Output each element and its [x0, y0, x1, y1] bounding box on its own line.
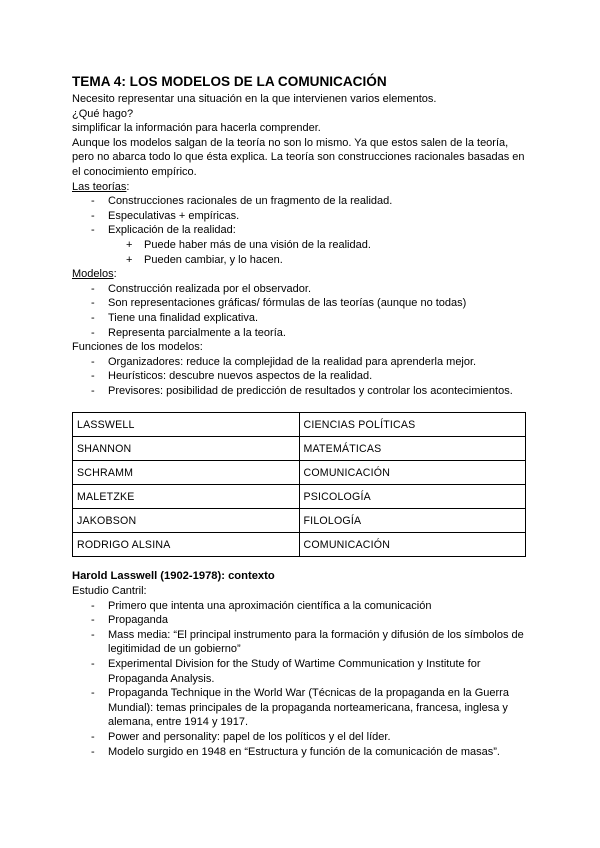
- modelos-heading-text: Modelos: [72, 268, 114, 281]
- teorias-sublist: [72, 238, 530, 267]
- table-row: [73, 485, 526, 509]
- table-row: [73, 509, 526, 533]
- intro-line: ¿Qué hago?: [72, 107, 134, 120]
- table-row: [73, 461, 526, 485]
- list-item: - Propaganda: [72, 613, 530, 628]
- table-cell-author: SHANNON: [73, 437, 300, 461]
- list-item: - Mass media: “El principal instrumento para la formación y difusión de los símbolos de legitimidad de un gobierno”: [72, 628, 530, 657]
- sub-list-item: + Pueden cambiar, y lo hacen.: [72, 253, 530, 268]
- list-item: - Construcciones racionales de un fragmento de la realidad.: [72, 194, 530, 209]
- table-row: [73, 413, 526, 437]
- teorias-list: [72, 194, 530, 238]
- list-item: - Experimental Division for the Study of Wartime Communication y Institute for Propaganda Analysis.: [72, 657, 530, 686]
- table-cell-discipline: COMUNICACIÓN: [299, 461, 526, 485]
- teorias-heading: Las teorías:: [72, 180, 130, 193]
- funciones-heading: Funciones de los modelos:: [72, 341, 203, 354]
- list-item: - Power and personality: papel de los políticos y el del líder.: [72, 730, 530, 745]
- list-item: - Previsores: posibilidad de predicción de resultados y controlar los acontecimientos.: [72, 384, 530, 399]
- list-item: - Modelo surgido en 1948 en “Estructura y función de la comunicación de masas”.: [72, 745, 530, 760]
- list-item: - Explicación de la realidad:: [72, 223, 530, 238]
- lasswell-list: [72, 599, 530, 760]
- table-row: [73, 437, 526, 461]
- table-cell-author: LASSWELL: [73, 413, 300, 437]
- modelos-heading: Modelos:: [72, 268, 117, 281]
- table-cell-discipline: CIENCIAS POLÍTICAS: [299, 413, 526, 437]
- intro-line: simplificar la información para hacerla comprender.: [72, 122, 321, 135]
- table-cell-author: RODRIGO ALSINA: [73, 533, 300, 557]
- page-title: TEMA 4: LOS MODELOS DE LA COMUNICACIÓN: [72, 74, 387, 89]
- list-item: - Son representaciones gráficas/ fórmulas de las teorías (aunque no todas): [72, 296, 530, 311]
- intro-paragraph: Aunque los modelos salgan de la teoría no son lo mismo. Ya que estos salen de la teoría, pero no abarca todo lo que ésta explica. La teoría son construcciones racionales basadas en el conocimiento empírico.: [72, 136, 525, 178]
- list-item: - Tiene una finalidad explicativa.: [72, 311, 530, 326]
- lasswell-label: Estudio Cantril:: [72, 585, 147, 598]
- list-item: - Representa parcialmente a la teoría.: [72, 326, 530, 341]
- table-cell-discipline: PSICOLOGÍA: [299, 485, 526, 509]
- table-cell-author: MALETZKE: [73, 485, 300, 509]
- table-cell-author: SCHRAMM: [73, 461, 300, 485]
- authors-table: [72, 412, 526, 557]
- lasswell-heading: Harold Lasswell (1902-1978): contexto: [72, 570, 275, 583]
- table-cell-discipline: MATEMÁTICAS: [299, 437, 526, 461]
- table-cell-discipline: FILOLOGÍA: [299, 509, 526, 533]
- list-item: - Construcción realizada por el observador.: [72, 282, 530, 297]
- list-item: - Especulativas + empíricas.: [72, 209, 530, 224]
- table-row: [73, 533, 526, 557]
- list-item: - Propaganda Technique in the World War (Técnicas de la propaganda en la Guerra Mundial): temas principales de la propaganda norteamericana, francesa, inglesa y alemana, entre 1914 y 1917.: [72, 686, 530, 730]
- teorias-heading-text: Las teorías: [72, 180, 127, 193]
- sub-list-item: + Puede haber más de una visión de la realidad.: [72, 238, 530, 253]
- list-item: - Heurísticos: descubre nuevos aspectos de la realidad.: [72, 369, 530, 384]
- list-item: - Primero que intenta una aproximación científica a la comunicación: [72, 599, 530, 614]
- modelos-list: [72, 282, 530, 340]
- list-item: - Organizadores: reduce la complejidad de la realidad para aprenderla mejor.: [72, 355, 530, 370]
- table-cell-discipline: COMUNICACIÓN: [299, 533, 526, 557]
- funciones-list: [72, 355, 530, 399]
- intro-line: Necesito representar una situación en la que intervienen varios elementos.: [72, 93, 437, 105]
- table-cell-author: JAKOBSON: [73, 509, 300, 533]
- page-content: [72, 73, 530, 759]
